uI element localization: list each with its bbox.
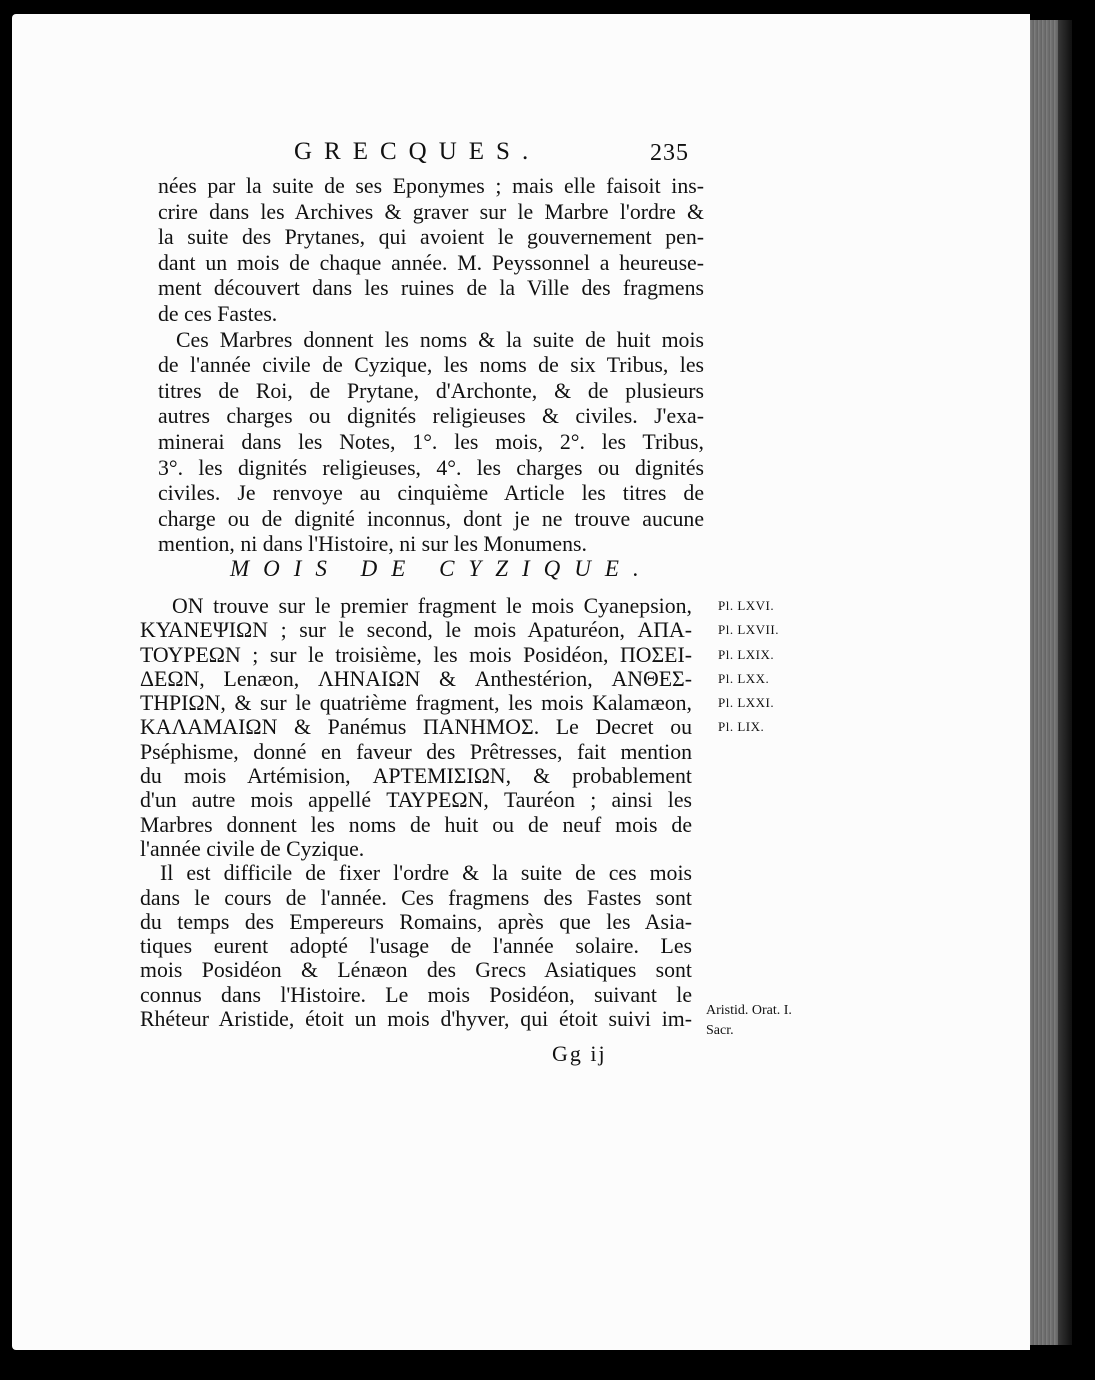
- text-line: Rhéteur Aristide, étoit un mois d'hyver, qui étoit suivi im-: [140, 1007, 692, 1032]
- text-line: dans le cours de l'année. Ces fragmens des Fastes sont: [140, 885, 692, 910]
- text-line: du temps des Empereurs Romains, après que les Asia-: [140, 909, 692, 934]
- text-line: Pséphisme, donné en faveur des Prêtresses, fait mention: [140, 739, 692, 764]
- citation-line-1: Aristid. Orat. I.: [706, 1003, 792, 1018]
- text-line: Il est difficile de fixer l'ordre & la suite de ces mois: [160, 861, 692, 886]
- text-line: ΚΑΛΑΜΑΙΩΝ & Panémus ΠΑΝΗΜΟΣ. Le Decret ou: [140, 715, 692, 740]
- text-line: Marbres donnent les noms de huit ou de neuf mois de: [140, 812, 692, 837]
- plate-reference: Pl. LXX.: [718, 670, 770, 686]
- text-line: autres charges ou dignités religieuses & civiles. J'exa-: [158, 404, 704, 429]
- plate-reference: Pl. LXIX.: [718, 646, 775, 662]
- page-number: 235: [650, 140, 689, 166]
- text-line: ΚΥΑΝΕΨΙΩΝ ; sur le second, le mois Apaturéon, ΑΠΑ-: [140, 618, 692, 643]
- text-line: minerai dans les Notes, 1°. les mois, 2°. les Tribus,: [158, 429, 704, 454]
- text-line: ΔΕΩΝ, Lenæon, ΛΗΝΑΙΩΝ & Anthestérion, ΑΝΘΕΣ-: [140, 666, 692, 691]
- text-line: charge ou de dignité inconnus, dont je ne trouve aucune: [158, 506, 704, 531]
- plate-reference: Pl. LXVI.: [718, 598, 775, 613]
- text-line: tiques eurent adopté l'usage de l'année solaire. Les: [140, 934, 692, 959]
- plate-reference: Pl. LXXI.: [718, 695, 775, 711]
- text-line: mois Posidéon & Lénæon des Grecs Asiatiques sont: [140, 958, 692, 983]
- text-line: 3°. les dignités religieuses, 4°. les charges ou dignités: [158, 455, 704, 480]
- text-line: connus dans l'Histoire. Le mois Posidéon, suivant le: [140, 982, 692, 1007]
- text-line: titres de Roi, de Prytane, d'Archonte, & de plusieurs: [158, 378, 704, 403]
- text-line: dant un mois de chaque année. M. Peyssonnel a heureuse-: [158, 250, 704, 275]
- citation-line-2: Sacr.: [706, 1023, 734, 1038]
- page-header: [294, 138, 714, 174]
- text-line: du mois Artémision, ΑΡΤΕΜΙΣΙΩΝ, & probablement: [140, 764, 692, 789]
- text-line: ΤΗΡΙΩΝ, & sur le quatrième fragment, les mois Kalamæon,: [140, 691, 692, 716]
- text-line: d'un autre mois appellé ΤΑΥΡΕΩΝ, Tauréon ; ainsi les: [140, 788, 692, 813]
- signature-mark: Gg ij: [552, 1041, 607, 1066]
- text-line: civiles. Je renvoye au cinquième Article les titres de: [158, 481, 704, 506]
- text-line: nées par la suite de ses Eponymes ; mais elle faisoit ins-: [158, 174, 704, 198]
- text-line: l'année civile de Cyzique.: [140, 836, 365, 861]
- margin-citation: [706, 1001, 836, 1041]
- paragraph-2: [140, 594, 692, 1031]
- plate-reference: Pl. LIX.: [718, 719, 765, 735]
- text-line: Ces Marbres donnent les noms & la suite de huit mois: [176, 327, 704, 352]
- text-line: ment découvert dans les ruines de la Ville des fragmens: [158, 276, 704, 301]
- text-line: ΤΟΥΡΕΩΝ ; sur le troisième, les mois Posidéon, ΠΟΣΕΙ-: [140, 642, 692, 667]
- plate-reference: Pl. LXVII.: [718, 622, 779, 638]
- text-line: de ces Fastes.: [158, 301, 278, 326]
- text-line: la suite des Prytanes, qui avoient le gouvernement pen-: [158, 225, 704, 250]
- text-line: de l'année civile de Cyzique, les noms de six Tribus, les: [158, 353, 704, 378]
- paragraph-1: [158, 174, 704, 558]
- running-head: GRECQUES.: [294, 138, 541, 165]
- margin-notes: [718, 598, 828, 744]
- text-line: mention, ni dans l'Histoire, ni sur les Monumens.: [158, 532, 587, 557]
- text-line: ON trouve sur le premier fragment le mois Cyanepsion,: [172, 594, 692, 618]
- section-heading: MOIS DE CYZIQUE.: [230, 556, 653, 581]
- text-line: crire dans les Archives & graver sur le Marbre l'ordre &: [158, 199, 704, 224]
